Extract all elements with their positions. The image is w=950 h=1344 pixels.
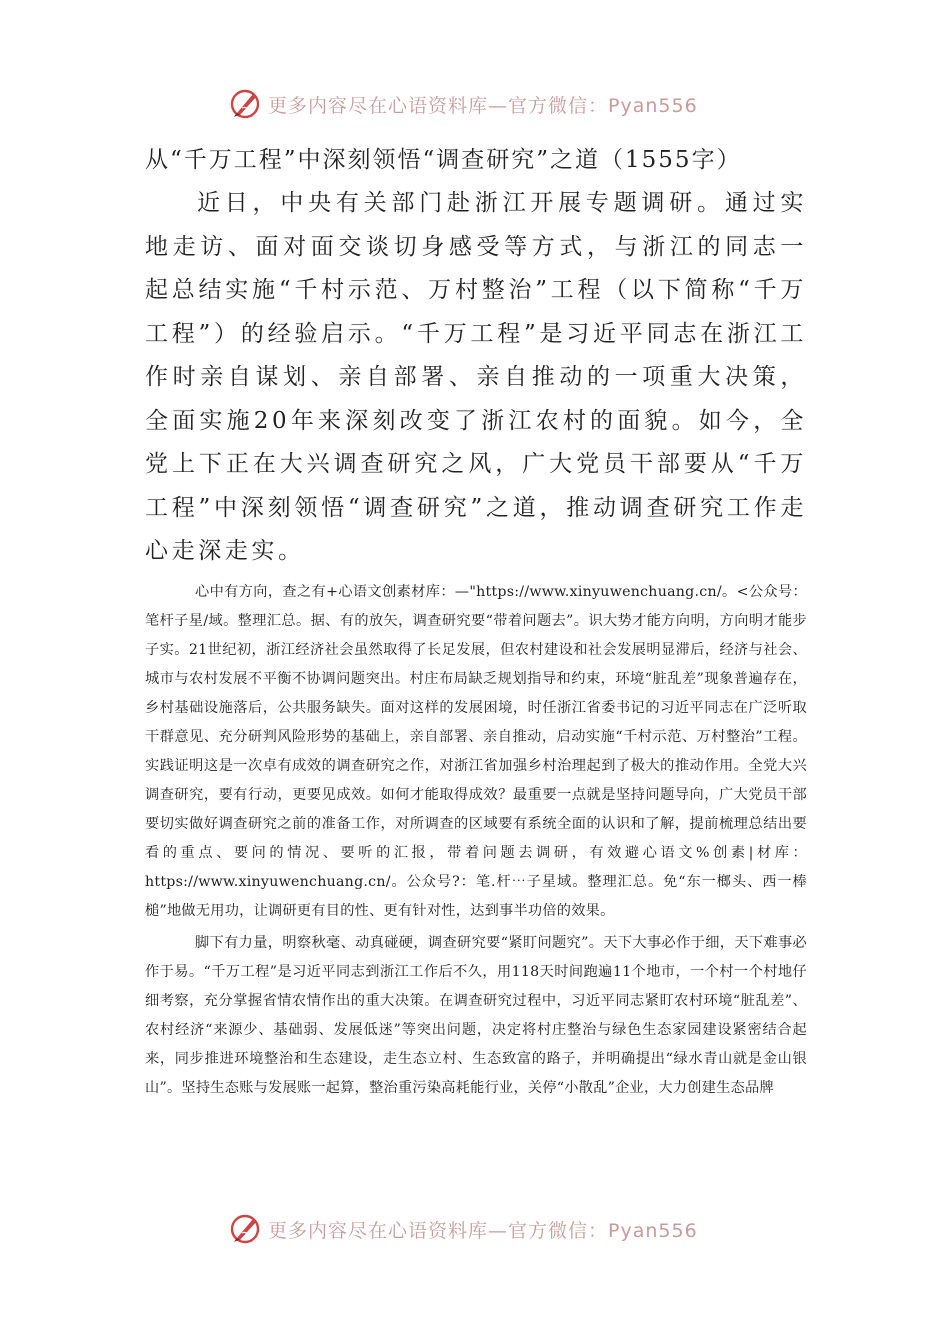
- pen-logo-icon: [228, 1211, 264, 1247]
- intro-paragraph: 近日，中央有关部门赴浙江开展专题调研。通过实地走访、面对面交谈切身感受等方式，与浙江的同志一起总结实施“千村示范、万村整治”工程（以下简称“千万工程”）的经验启示。“千万工程”是习近平同志在浙江工作时亲自谋划、亲自部署、亲自推动的一项重大决策，全面实施20年来深刻改变了浙江农村的面貌。如今，全党上下正在大兴调查研究之风，广大党员干部要从“千万工程”中深刻领悟“调查研究”之道，推动调查研究工作走心走深走实。: [145, 190, 807, 564]
- banner-text: 更多内容尽在心语资料库—官方微信：Pyan556: [268, 1219, 698, 1242]
- banner-text: 更多内容尽在心语资料库—官方微信：Pyan556: [268, 94, 698, 117]
- body-paragraph-1: 心中有方向，查之有+心语文创素材库：—"https://www.xinyuwenchuang.cn/。<公众号：笔杆子星/域。整理汇总。据、有的放矢，调查研究要“带着问题去”。识大势才能方向明，方向明才能步子实。21世纪初，浙江经济社会虽然取得了长足发展，但农村建设和社会发展明显滞后，经济与社会、城市与农村发展不平衡不协调问题突出。村庄布局缺乏规划指导和约束，环境“脏乱差”现象普遍存在，乡村基础设施落后，公共服务缺失。面对这样的发展困境，时任浙江省委书记的习近平同志在广泛听取干群意见、充分研判风险形势的基础上，亲自部署、亲自推动，启动实施“千村示范、万村整治”工程。实践证明这是一次卓有成效的调查研究之作，对浙江省加强乡村治理起到了极大的推动作用。全党大兴调查研究，要有行动，更要见成效。如何才能取得成效？最重要一点就是坚持问题导向，广大党员干部要切实做好调查研究之前的准备工作，对所调查的区域要有系统全面的认识和了解，提前梳理总结出要看的重点、要问的情况、要听的汇报，带着问题去调研，有效避心语文%创素|材库：https://www.xinyuwenchuang.cn/。公众号?：笔.杆⋯子星域。整理汇总。免“东一榔头、西一棒槌”地做无用功，让调研更有目的性、更有针对性，达到事半功倍的效果。: [145, 583, 807, 919]
- wechat-id: Pyan556: [608, 1219, 698, 1242]
- header-banner: [228, 84, 698, 124]
- wechat-id: Pyan556: [608, 94, 698, 117]
- pen-logo-icon: [228, 86, 264, 122]
- footer-banner: [228, 1209, 698, 1249]
- article: [145, 138, 807, 1103]
- article-title: 从“千万工程”中深刻领悟“调查研究”之道（1555字）: [145, 147, 742, 173]
- body-paragraph-2: 脚下有力量，明察秋毫、动真碰硬，调查研究要“紧盯问题究”。天下大事必作于细，天下难事必作于易。“千万工程”是习近平同志到浙江工作后不久，用118天时间跑遍11个地市，一个村一个村地仔细考察，充分掌握省情农情作出的重大决策。在调查研究过程中，习近平同志紧盯农村环境“脏乱差”、农村经济“来源少、基础弱、发展低迷”等突出问题，决定将村庄整治与绿色生态家园建设紧密结合起来，同步推进环境整治和生态建设，走生态立村、生态致富的路子，并明确提出“绿水青山就是金山银山”。坚持生态账与发展账一起算，整治重污染高耗能行业，关停“小散乱”企业，大力创建生态品牌: [145, 934, 807, 1096]
